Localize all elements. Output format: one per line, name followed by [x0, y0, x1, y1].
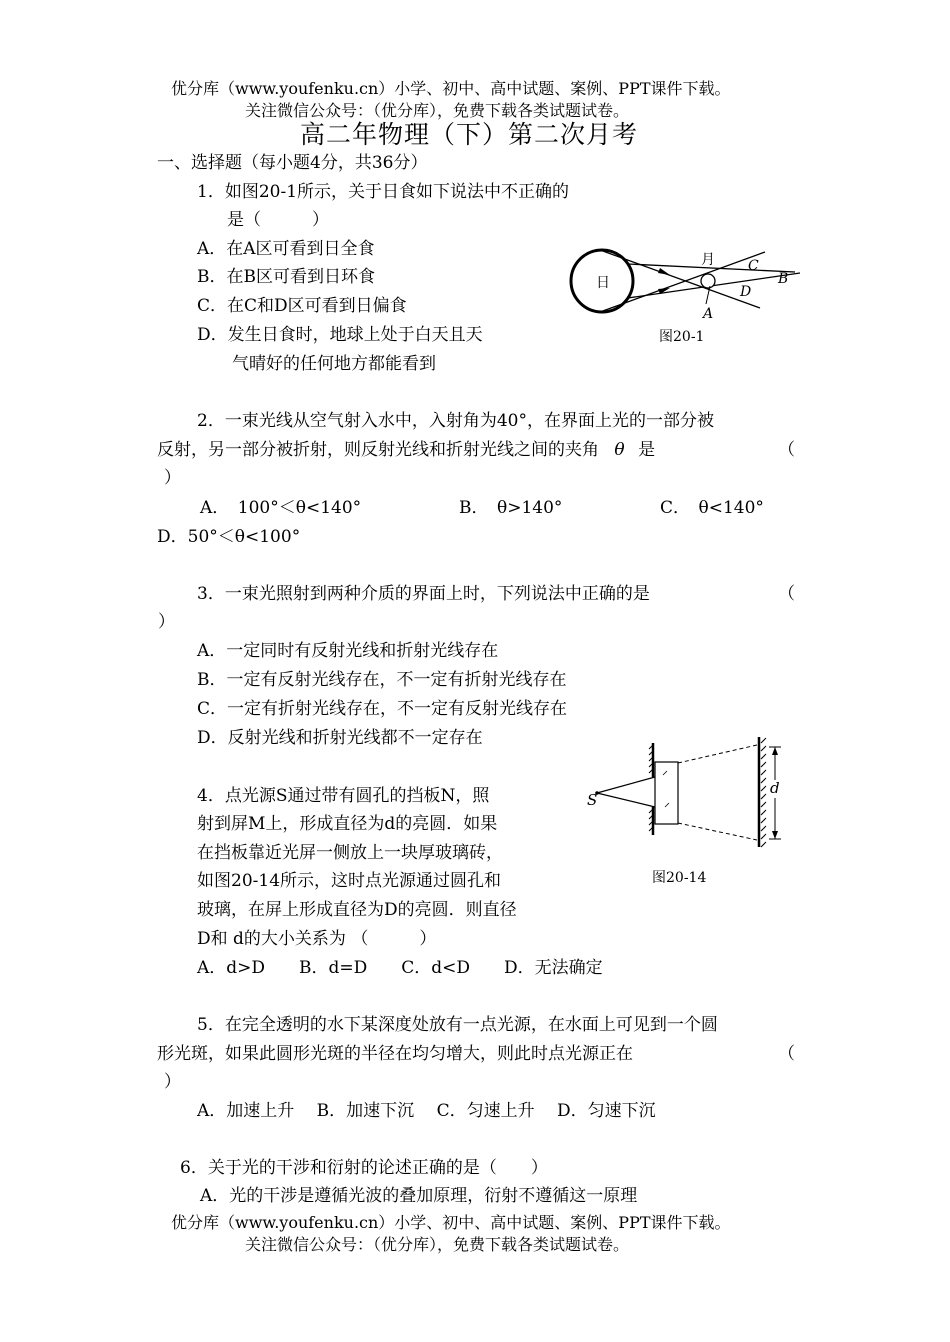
q2-stem-2 [157, 439, 655, 461]
dashed-upper [678, 745, 757, 763]
q5-stem-1: 5．在完全透明的水下某深度处放有一点光源，在水面上可见到一个圆 [197, 1015, 718, 1035]
q1-option-a: A．在A区可看到日全食 [197, 239, 375, 259]
q2-stem-2-end: 是 [638, 440, 656, 460]
region-c-label: C [748, 258, 759, 274]
q4-stem-6: D和 d的大小关系为 （ ） [197, 929, 437, 949]
q2-option-b: B． θ>140° [459, 498, 563, 518]
q2-stem-2-text: 反射，另一部分被折射，则反射光线和折射光线之间的夹角 [157, 440, 599, 460]
q2-paren-close: ） [164, 468, 181, 488]
page-title: 高二年物理（下）第二次月考 [300, 120, 639, 149]
figure-caption: 图20-1 [659, 329, 705, 345]
ray-lower [597, 793, 655, 807]
ray-upper [597, 777, 655, 793]
q5-paren-close: ） [164, 1072, 181, 1092]
q3-stem: 3．一束光照射到两种介质的界面上时，下列说法中正确的是 [197, 584, 650, 604]
q2-stem-1: 2．一束光线从空气射入水中，入射角为40°，在界面上光的一部分被 [197, 411, 714, 431]
q2-paren-open: （ [778, 440, 795, 460]
figure-20-14 [585, 735, 800, 890]
q1-option-d-2: 气晴好的任何地方都能看到 [232, 354, 436, 374]
ray-1 [600, 250, 760, 308]
q2-option-c: C． θ<140° [660, 498, 764, 518]
region-d-label: D [740, 284, 752, 300]
q2-option-d: D．50°＜θ<100° [157, 527, 301, 547]
footer-line-1: 优分库（www.youfenku.cn）小学、初中、高中试题、案例、PPT课件下载。 [171, 1213, 731, 1232]
q6-option-a: A．光的干涉是遵循光波的叠加原理，衍射不遵循这一原理 [200, 1186, 638, 1206]
q5-stem-2: 形光斑，如果此圆形光斑的半径在均匀增大，则此时点光源正在 [157, 1044, 633, 1064]
diameter-label: d [770, 779, 780, 797]
q3-option-c: C．一定有折射光线存在，不一定有反射光线存在 [197, 699, 568, 719]
q5-paren-open: （ [778, 1044, 795, 1064]
q1-option-d-1: D．发生日食时，地球上处于白天且天 [197, 325, 483, 345]
q3-option-a: A．一定同时有反射光线和折射光线存在 [197, 641, 499, 661]
dashed-lower [678, 823, 757, 840]
q4-stem-1: 4．点光源S通过带有圆孔的挡板N，照 [197, 786, 490, 806]
q3-paren-open: （ [778, 584, 795, 604]
figure-20-1 [560, 240, 810, 350]
q6-stem: 6．关于光的干涉和衍射的论述正确的是（ ） [180, 1158, 548, 1178]
header-line-2: 关注微信公众号：（优分库），免费下载各类试题试卷。 [245, 101, 630, 120]
q1-option-b: B．在B区可看到日环食 [197, 267, 375, 287]
q1-option-c: C．在C和D区可看到日偏食 [197, 296, 407, 316]
footer-line-2: 关注微信公众号：（优分库），免费下载各类试题试卷。 [245, 1235, 630, 1254]
q4-stem-5: 玻璃，在屏上形成直径为D的亮圆．则直径 [197, 900, 517, 920]
header-line-1: 优分库（www.youfenku.cn）小学、初中、高中试题、案例、PPT课件下载。 [171, 79, 731, 98]
figure-caption: 图20-14 [652, 870, 707, 886]
q5-options: A．加速上升 B．加速下沉 C．匀速上升 D．匀速下沉 [197, 1101, 656, 1121]
source-label: S [587, 791, 598, 809]
moon-label: 月 [701, 252, 715, 268]
q2-option-a: A． 100°＜θ<140° [200, 498, 362, 518]
q4-options: A．d>D B．d=D C．d<D D．无法确定 [197, 958, 603, 978]
q1-stem-2: 是（ ） [227, 210, 329, 230]
q3-paren-close: ） [158, 612, 175, 632]
section-heading: 一、选择题（每小题4分，共36分） [157, 153, 428, 173]
ray-arrow-1 [658, 268, 670, 275]
region-b-label: B [778, 271, 789, 287]
q4-stem-2: 射到屏M上，形成直径为d的亮圆．如果 [197, 814, 498, 834]
q4-stem-4: 如图20-14所示，这时点光源通过圆孔和 [197, 871, 502, 891]
q1-stem-1: 1．如图20-1所示，关于日食如下说法中不正确的 [197, 182, 570, 202]
q3-option-b: B．一定有反射光线存在，不一定有折射光线存在 [197, 670, 567, 690]
q3-option-d: D．反射光线和折射光线都不一定存在 [197, 728, 483, 748]
sun-label: 日 [596, 275, 610, 291]
q2-theta: θ [614, 440, 625, 460]
q4-stem-3: 在挡板靠近光屏一侧放上一块厚玻璃砖， [197, 843, 503, 863]
moon-shape [701, 274, 715, 288]
region-a-label: A [703, 306, 714, 322]
